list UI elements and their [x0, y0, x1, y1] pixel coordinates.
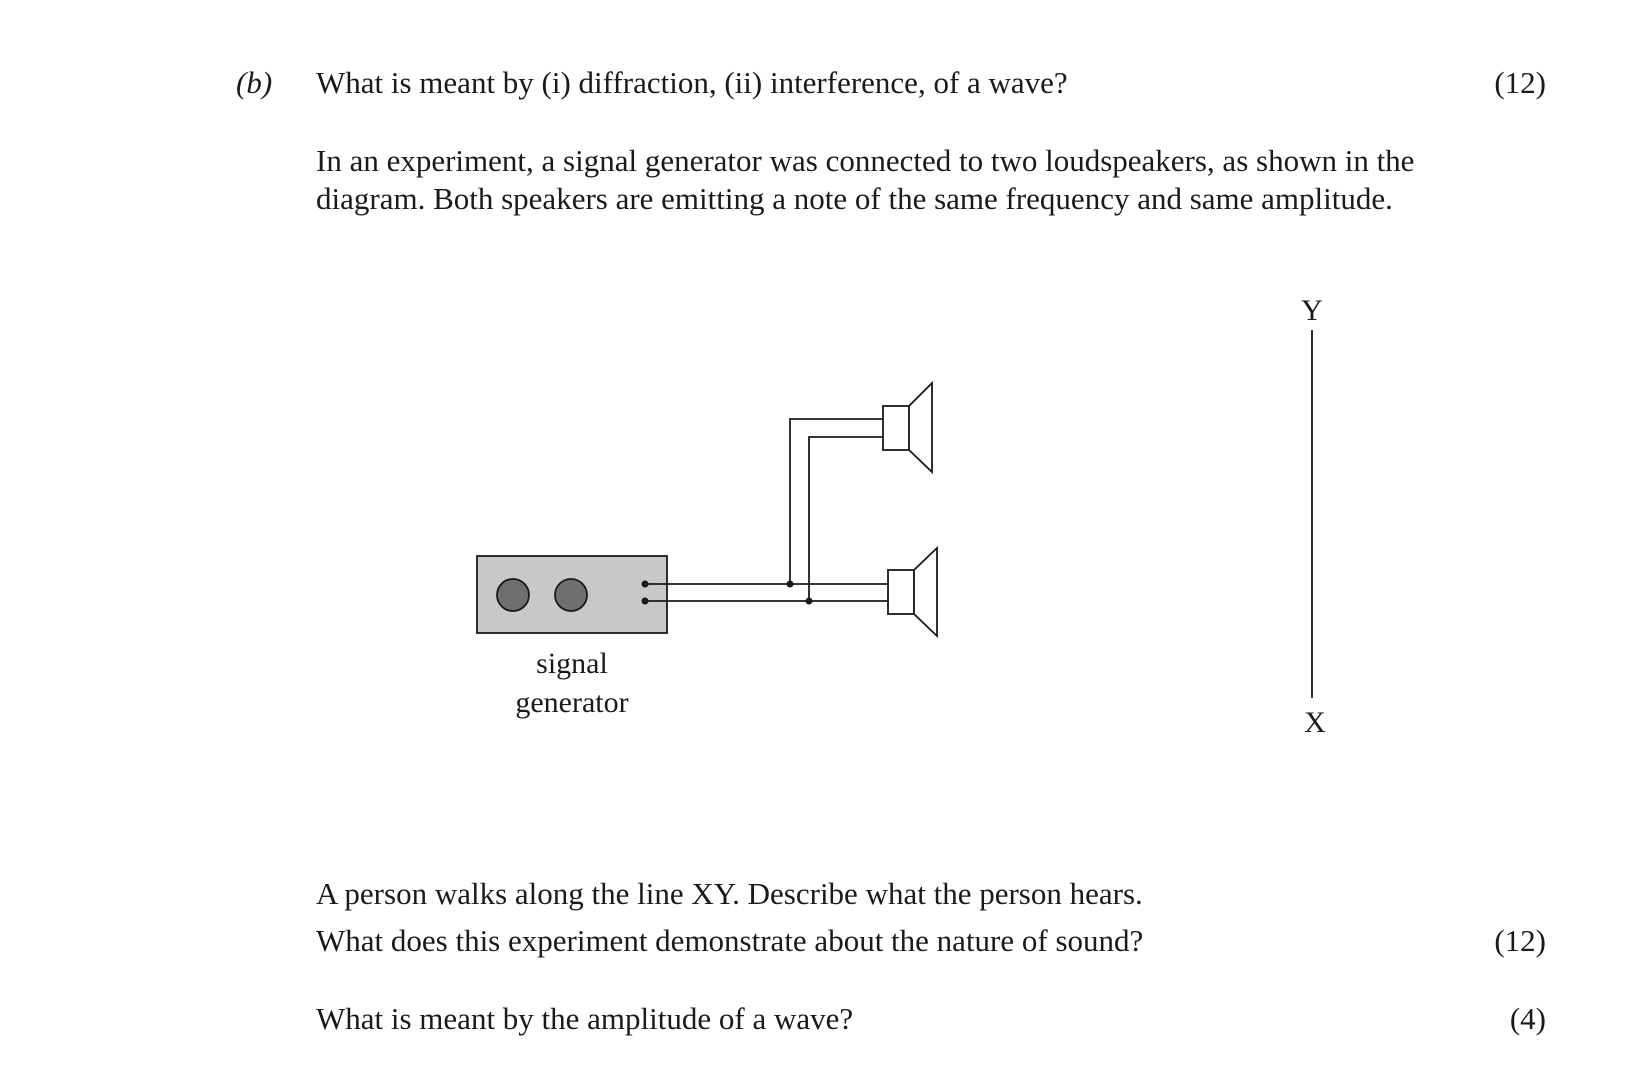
wire-upper-outer: [790, 419, 883, 584]
generator-knob-right: [555, 579, 587, 611]
marks-q2: (12): [1494, 923, 1546, 958]
question-nature-of-sound: What does this experiment demonstrate about the nature of sound?: [316, 923, 1144, 958]
terminal-dot-bottom: [642, 598, 649, 605]
label-generator: generator: [515, 686, 629, 719]
wire-upper-inner: [809, 437, 883, 601]
label-point-y: Y: [1301, 294, 1323, 327]
label-signal: signal: [536, 647, 608, 680]
junction-dot-top: [787, 581, 794, 588]
generator-knob-left: [497, 579, 529, 611]
junction-dot-bottom: [806, 598, 813, 605]
question-part-label: (b): [236, 65, 273, 100]
marks-q1: (12): [1494, 65, 1546, 100]
terminal-dot-top: [642, 581, 649, 588]
question-diffraction-interference: What is meant by (i) diffraction, (ii) interference, of a wave?: [316, 65, 1068, 100]
intro-line-2: diagram. Both speakers are emitting a note of the same frequency and same amplitude.: [316, 181, 1393, 216]
marks-q3: (4): [1509, 1001, 1546, 1036]
intro-line-1: In an experiment, a signal generator was connected to two loudspeakers, as shown in the: [316, 143, 1415, 178]
loudspeaker-lower: [888, 548, 937, 636]
question-amplitude: What is meant by the amplitude of a wave?: [316, 1001, 854, 1036]
label-point-x: X: [1304, 706, 1326, 739]
loudspeaker-upper: [883, 383, 932, 472]
question-person-walks: A person walks along the line XY. Describe what the person hears.: [316, 876, 1143, 911]
